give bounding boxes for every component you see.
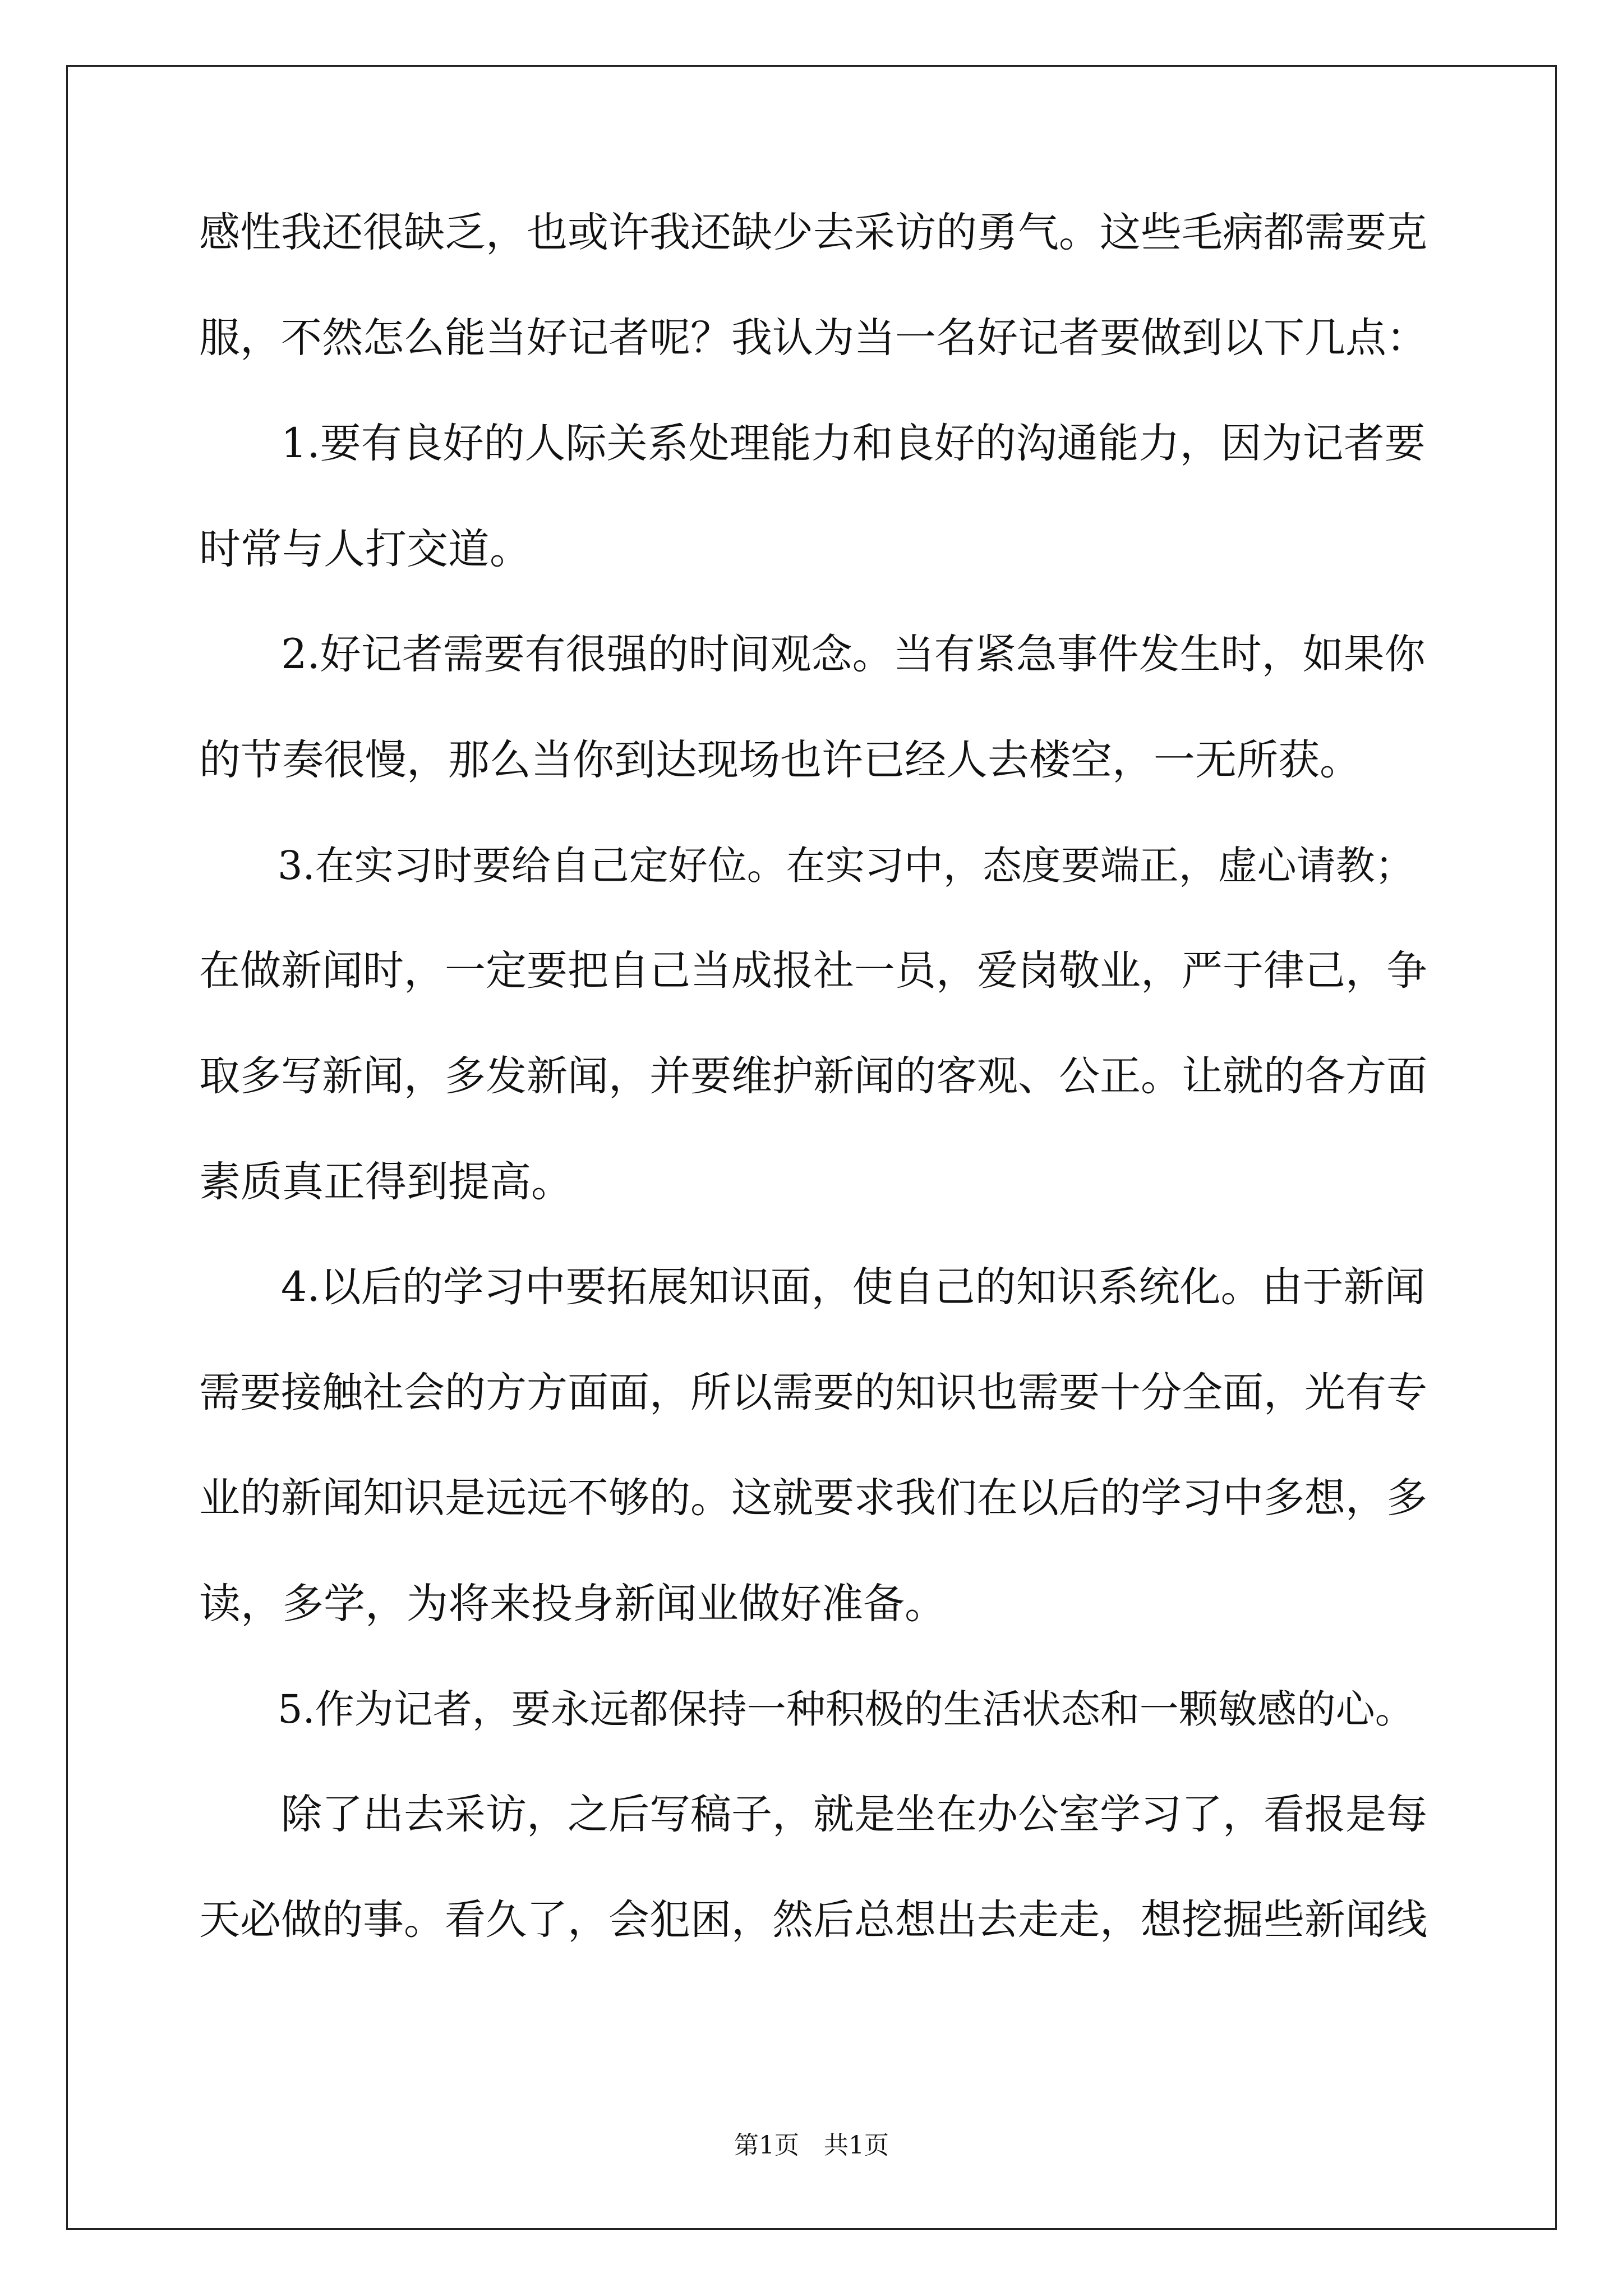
text-line: 需要接触社会的方方面面，所以需要的知识也需要十分全面，光有专	[199, 1369, 1427, 1416]
text-line: 除了出去采访，之后写稿子，就是坐在办公室学习了，看报是每	[199, 1791, 1427, 1838]
page-footer	[0, 2129, 1623, 2162]
text-line: 服，不然怎么能当好记者呢？我认为当一名好记者要做到以下几点：	[199, 314, 1427, 362]
text-line: 3.在实习时要给自己定好位。在实习中，态度要端正，虚心请教；	[199, 843, 1414, 889]
text-line: 时常与人打交道。	[199, 525, 531, 573]
text-line: 业的新闻知识是远远不够的。这就要求我们在以后的学习中多想，多	[199, 1474, 1427, 1522]
text-line: 2.好记者需要有很强的时间观念。当有紧急事件发生时，如果你	[199, 631, 1426, 678]
text-line: 在做新闻时，一定要把自己当成报社一员，爱岗敬业，严于律己，争	[199, 947, 1427, 995]
text-line: 读，多学，为将来投身新闻业做好准备。	[199, 1580, 946, 1628]
text-line: 5.作为记者，要永远都保持一种积极的生活状态和一颗敏感的心。	[199, 1686, 1414, 1732]
text-line: 1.要有良好的人际关系处理能力和良好的沟通能力，因为记者要	[199, 420, 1426, 467]
text-line: 的节奏很慢，那么当你到达现场也许已经人去楼空，一无所获。	[199, 736, 1361, 784]
text-line: 4.以后的学习中要拓展知识面，使自己的知识系统化。由于新闻	[199, 1263, 1426, 1311]
page-number: 第1页 共1页	[734, 2131, 889, 2160]
text-line: 天必做的事。看久了，会犯困，然后总想出去走走，想挖掘些新闻线	[199, 1896, 1427, 1944]
text-line: 取多写新闻，多发新闻，并要维护新闻的客观、公正。让就的各方面	[199, 1052, 1427, 1100]
text-line: 素质真正得到提高。	[199, 1158, 573, 1206]
text-line: 感性我还很缺乏，也或许我还缺少去采访的勇气。这些毛病都需要克	[199, 209, 1427, 256]
